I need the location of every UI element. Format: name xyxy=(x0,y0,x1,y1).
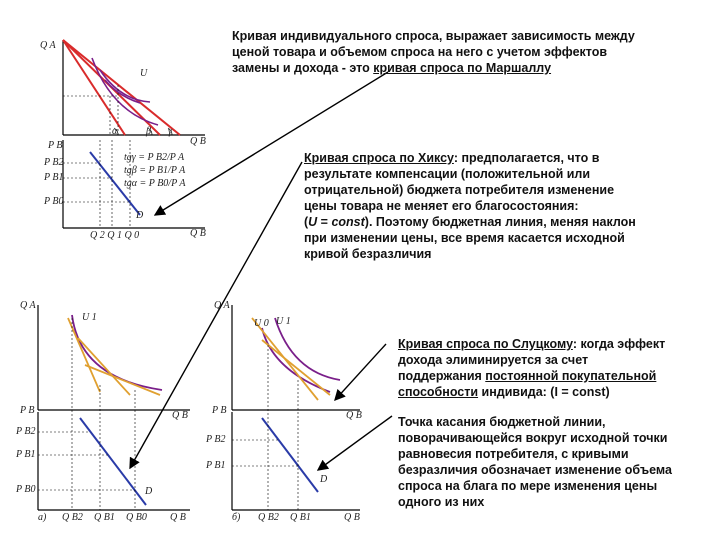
left-label-u1: U 1 xyxy=(82,312,97,323)
tangency-line-4: безразличия обозначает изменение объема xyxy=(398,463,672,477)
hicks-line-7: кривой безразличия xyxy=(304,247,432,261)
hicks-line-2: результате компенсации (положительной или xyxy=(304,167,591,181)
tangency-line-3: равновесия потребителя, с кривыми xyxy=(398,447,629,461)
slutsky-text xyxy=(398,336,708,400)
top-label-d: D xyxy=(136,210,144,221)
top-label-gamma: γ xyxy=(168,126,172,137)
marshall-term: кривая спроса по Маршаллу xyxy=(373,61,552,75)
slutsky-line-1 xyxy=(398,336,708,352)
left-label-qb-top: Q B xyxy=(172,410,188,421)
arrow-slutsky xyxy=(335,344,386,400)
hicks-term: Кривая спроса по Хиксу xyxy=(304,151,454,165)
top-label-alpha: α xyxy=(112,126,118,137)
right-label-pb: P B xyxy=(212,405,227,416)
slutsky-line-4-rest: индивида: (I = const) xyxy=(478,385,610,399)
left-demand-panel xyxy=(38,318,190,510)
right-demand-panel xyxy=(232,345,360,510)
left-tangent-2 xyxy=(78,338,130,395)
slutsky-line-3 xyxy=(398,368,708,384)
left-label-qb-axis: Q B xyxy=(170,512,186,523)
left-label-qa: Q A xyxy=(20,300,36,311)
slutsky-line-2: дохода элиминируется за счет xyxy=(398,353,589,367)
top-label-eq3: tgα = P B0/P A xyxy=(124,178,186,189)
slutsky-line-3-pre: поддержания xyxy=(398,369,486,383)
marshall-text xyxy=(232,28,702,76)
left-label-pb0: P B0 xyxy=(16,484,36,495)
top-label-pb: P B xyxy=(48,140,63,151)
right-label-u1: U 1 xyxy=(276,316,291,327)
tangency-line-5: спроса на блага по мере изменения цены xyxy=(398,479,658,493)
marshall-line-1: Кривая индивидуального спроса, выражает зависимость между xyxy=(232,29,635,43)
left-label-pb2: P B2 xyxy=(16,426,36,437)
right-label-qb2: Q B2 xyxy=(258,512,279,523)
top-indifference-panel xyxy=(63,40,205,135)
marshall-line-2: ценой товара и объемом спроса на него с учетом эффектов xyxy=(232,45,608,59)
top-label-pb0: P B0 xyxy=(44,196,64,207)
top-label-eq1: tgγ = P B2/P A xyxy=(124,152,185,163)
marshall-line-3 xyxy=(232,60,702,76)
left-label-qb0: Q B0 xyxy=(126,512,147,523)
arrow-hicks xyxy=(130,162,302,468)
right-label-d: D xyxy=(320,474,328,485)
left-label-qb1: Q B1 xyxy=(94,512,115,523)
hicks-line-1 xyxy=(304,150,704,166)
hicks-eq: = xyxy=(317,215,332,229)
tangency-text xyxy=(398,414,708,510)
right-indifference-curve-1 xyxy=(275,318,340,380)
hicks-text xyxy=(304,150,704,262)
hicks-const: const xyxy=(331,215,365,229)
slutsky-line-4 xyxy=(398,384,708,400)
right-indifference-curve-0 xyxy=(262,328,330,392)
right-label-pb2: P B2 xyxy=(206,434,226,445)
right-label-pb1: P B1 xyxy=(206,460,226,471)
hicks-line-1-rest: : предполагается, что в xyxy=(453,151,600,165)
hicks-paren: ( xyxy=(304,215,309,229)
hicks-u: U xyxy=(308,215,318,229)
arrow-tangency xyxy=(318,416,392,470)
right-tangent-2 xyxy=(262,340,330,395)
top-label-beta: β xyxy=(146,126,151,137)
left-tangent-3 xyxy=(85,365,160,395)
top-label-qb: Q B xyxy=(190,136,206,147)
hicks-line-4: цены товара не меняет его благосостояния: xyxy=(304,199,579,213)
top-label-u: U xyxy=(140,68,148,79)
hicks-line-5-rest: ). Поэтому бюджетная линия, меняя наклон xyxy=(364,215,636,229)
slutsky-line-4-term: способности xyxy=(398,385,479,399)
right-label-qb1: Q B1 xyxy=(290,512,311,523)
tangency-line-2: поворачивающейся вокруг исходной точки xyxy=(398,431,668,445)
top-label-qb-axis: Q B xyxy=(190,228,206,239)
left-tangent-1 xyxy=(68,318,100,392)
left-label-d: D xyxy=(145,486,153,497)
right-label-qb-top: Q B xyxy=(346,410,362,421)
left-caption: а) xyxy=(38,512,47,523)
top-label-qb-ticks: Q 2 Q 1 Q 0 xyxy=(90,230,140,241)
top-label-eq2: tgβ = P B1/P A xyxy=(124,165,186,176)
tangency-line-6: одного из них xyxy=(398,495,485,509)
top-label-pb1: P B1 xyxy=(44,172,64,183)
left-label-qb2: Q B2 xyxy=(62,512,83,523)
left-label-pb: P B xyxy=(20,405,35,416)
hicks-line-3 xyxy=(304,182,704,198)
hicks-line-3-text: отрицательной) бюджета потребителя изменение xyxy=(304,183,615,197)
hicks-line-6: при изменении цены, все время касается исходной xyxy=(304,231,625,245)
top-label-pb2: P B2 xyxy=(44,157,64,168)
left-label-pb1: P B1 xyxy=(16,449,36,460)
slutsky-line-3-term: постоянной покупательной xyxy=(485,369,657,383)
right-label-u0: U 0 xyxy=(254,318,269,329)
left-indifference-panel xyxy=(38,305,190,410)
right-label-qa: Q A xyxy=(214,300,230,311)
hicks-line-5 xyxy=(304,214,704,230)
slutsky-term: Кривая спроса по Слуцкому xyxy=(398,337,573,351)
budget-line-gamma xyxy=(63,40,180,135)
tangency-line-1: Точка касания бюджетной линии, xyxy=(398,415,606,429)
marshall-line-3-pre: замены и дохода - это xyxy=(232,61,374,75)
right-label-qb-axis: Q B xyxy=(344,512,360,523)
right-demand-curve xyxy=(262,418,318,492)
right-caption: б) xyxy=(232,512,241,523)
left-demand-curve xyxy=(80,418,146,505)
slutsky-line-1-rest: : когда эффект xyxy=(572,337,666,351)
top-label-qa: Q A xyxy=(40,40,56,51)
